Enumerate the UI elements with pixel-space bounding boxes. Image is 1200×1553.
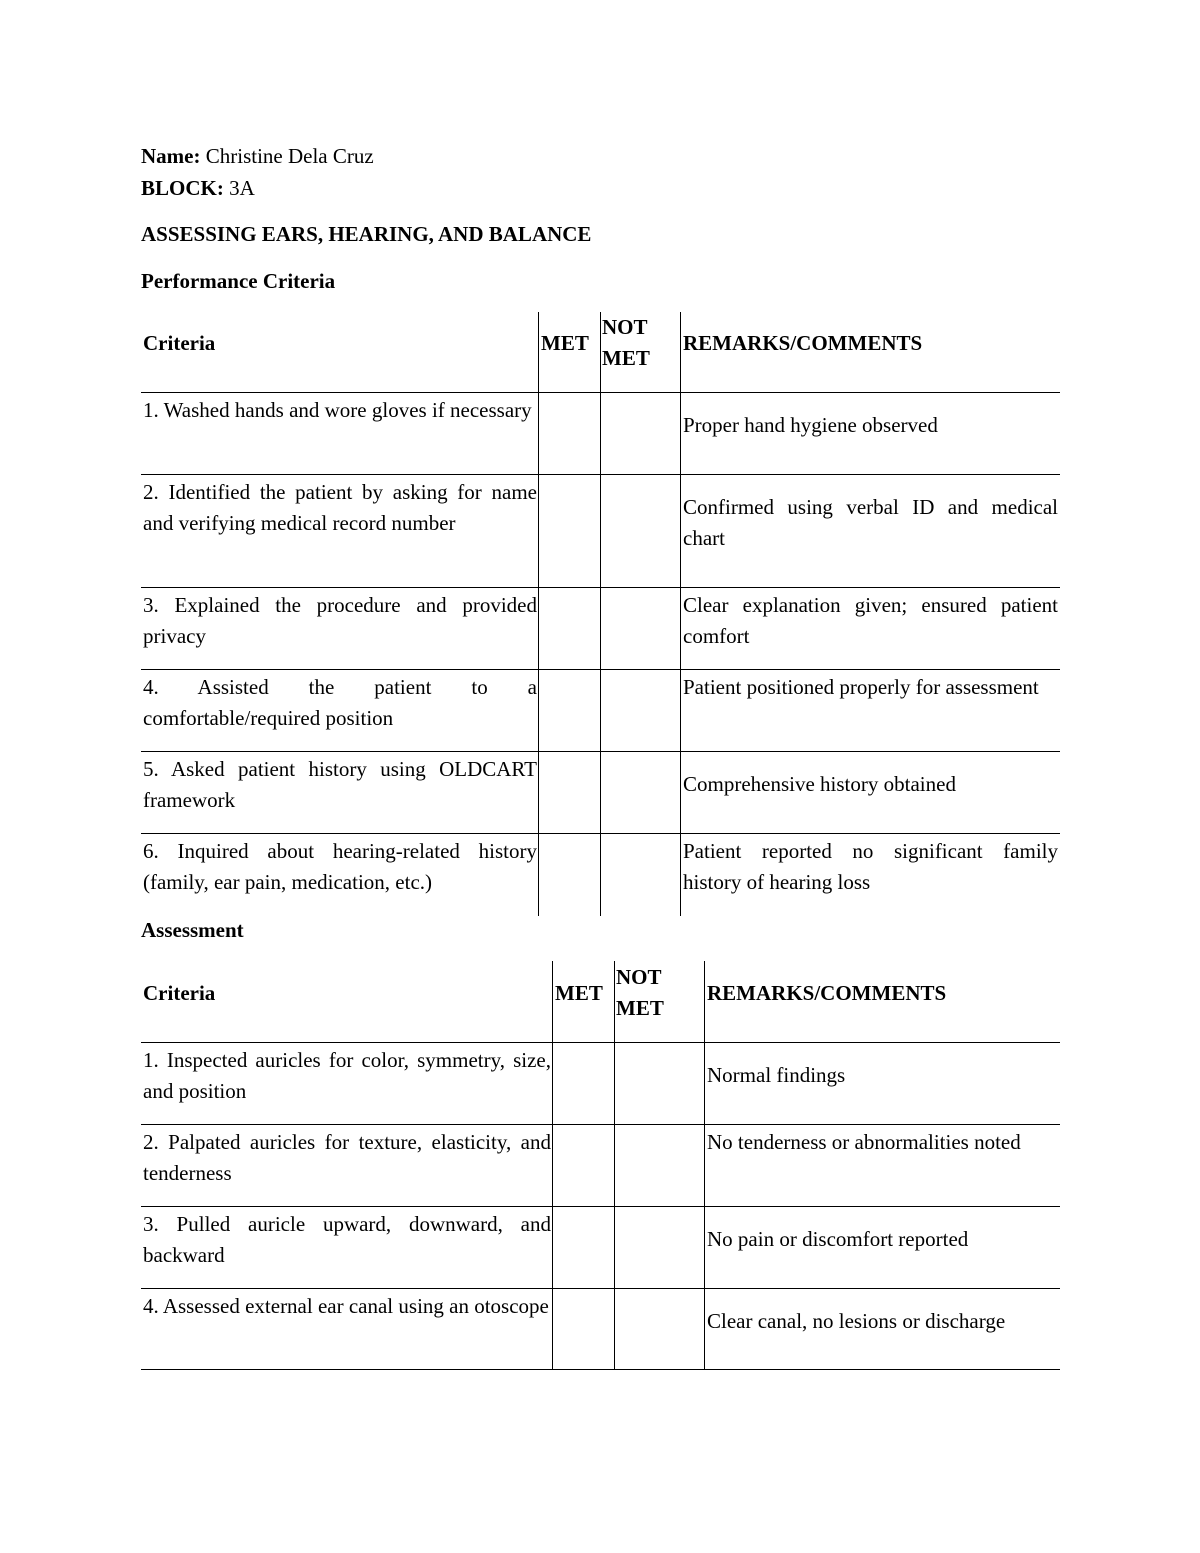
row-divider: [141, 474, 1060, 475]
remarks-cell: Clear canal, no lesions or discharge: [707, 1309, 1006, 1333]
column-header-not-met-line1: NOT: [616, 965, 662, 989]
remarks-cell: No pain or discomfort reported: [707, 1227, 969, 1251]
row-divider: [141, 1042, 1060, 1043]
column-header-not-met-line2: MET: [616, 996, 664, 1020]
name-value: Christine Dela Cruz: [205, 144, 374, 168]
column-header-remarks: REMARKS/COMMENTS: [683, 331, 923, 355]
table-divider: [600, 312, 601, 916]
row-divider: [141, 587, 1060, 588]
column-header-criteria: Criteria: [143, 981, 216, 1005]
assessment-section-title: Assessment: [141, 918, 244, 942]
block-label: BLOCK:: [141, 176, 224, 200]
criteria-cell: 4. Assessed external ear canal using an otoscope: [143, 1294, 549, 1318]
criteria-cell: 2. Palpated auricles for texture, elasticity, and tenderness: [143, 1130, 551, 1185]
block-value: 3A: [229, 176, 255, 200]
remarks-cell: No tenderness or abnormalities noted: [707, 1130, 1021, 1154]
criteria-cell: 4. Assisted the patient to a comfortable/required position: [143, 675, 537, 730]
column-header-remarks: REMARKS/COMMENTS: [707, 981, 947, 1005]
criteria-cell: 3. Explained the procedure and provided privacy: [143, 593, 537, 648]
row-divider: [141, 833, 1060, 834]
table-divider: [704, 961, 705, 1370]
criteria-cell: 3. Pulled auricle upward, downward, and backward: [143, 1212, 551, 1267]
row-divider: [141, 1124, 1060, 1125]
table-divider: [614, 961, 615, 1370]
criteria-cell: 6. Inquired about hearing-related history (family, ear pain, medication, etc.): [143, 839, 537, 894]
row-divider: [141, 392, 1060, 393]
column-header-not-met-line2: MET: [602, 346, 650, 370]
row-divider: [141, 669, 1060, 670]
row-divider: [141, 1369, 1060, 1370]
document-title: ASSESSING EARS, HEARING, AND BALANCE: [141, 222, 592, 246]
row-divider: [141, 1206, 1060, 1207]
table-divider: [538, 312, 539, 916]
criteria-cell: 1. Washed hands and wore gloves if necessary: [143, 398, 532, 422]
name-line: [141, 146, 374, 167]
remarks-cell: Normal findings: [707, 1063, 846, 1087]
remarks-cell: Patient reported no significant family history of hearing loss: [683, 839, 1058, 894]
criteria-cell: 5. Asked patient history using OLDCART framework: [143, 757, 537, 812]
criteria-cell: 1. Inspected auricles for color, symmetry, size, and position: [143, 1048, 551, 1103]
column-header-not-met-line1: NOT: [602, 315, 648, 339]
remarks-cell: Comprehensive history obtained: [683, 772, 956, 796]
name-label: Name:: [141, 144, 201, 168]
column-header-met: MET: [555, 981, 603, 1005]
remarks-cell: Proper hand hygiene observed: [683, 413, 938, 437]
remarks-cell: Confirmed using verbal ID and medical chart: [683, 495, 1058, 550]
performance-section-title: Performance Criteria: [141, 269, 336, 293]
table-divider: [552, 961, 553, 1370]
criteria-cell: 2. Identified the patient by asking for name and verifying medical record number: [143, 480, 537, 535]
row-divider: [141, 1288, 1060, 1289]
remarks-cell: Patient positioned properly for assessment: [683, 675, 1039, 699]
table-divider: [680, 312, 681, 916]
row-divider: [141, 751, 1060, 752]
remarks-cell: Clear explanation given; ensured patient comfort: [683, 593, 1058, 648]
column-header-met: MET: [541, 331, 589, 355]
column-header-criteria: Criteria: [143, 331, 216, 355]
block-line: [141, 178, 255, 199]
